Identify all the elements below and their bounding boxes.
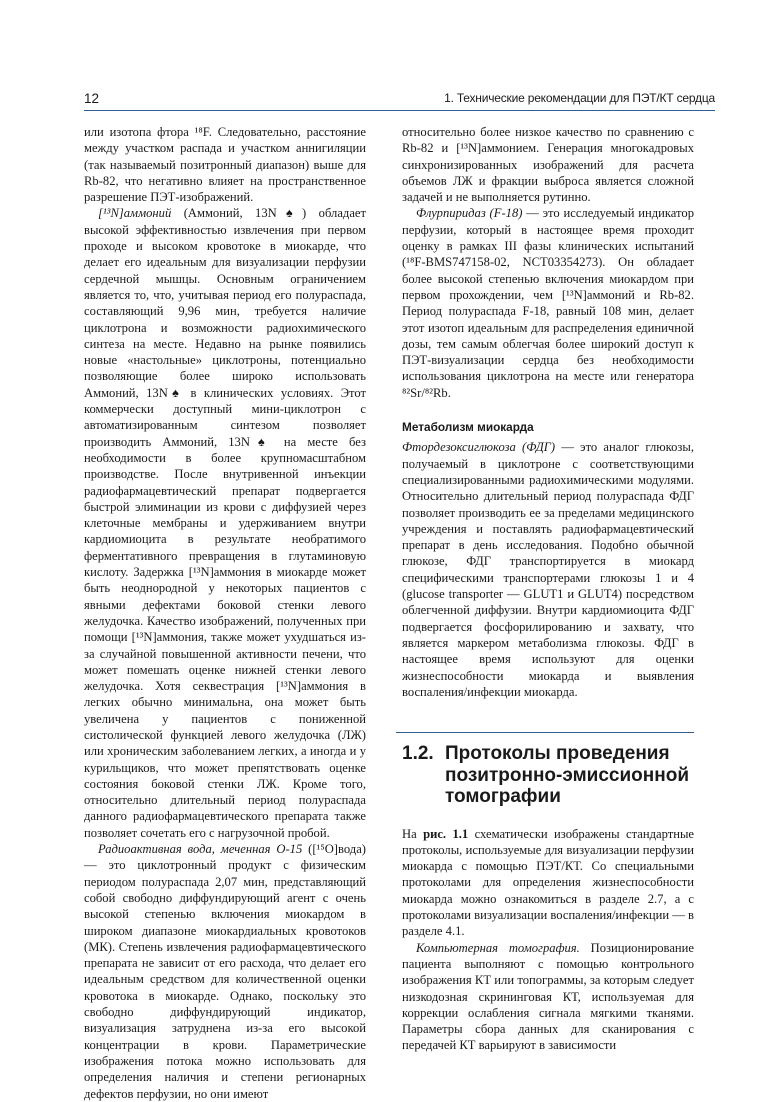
paragraph-flurpiridaz: [402, 205, 694, 401]
paragraph-text: схематически изображены стандартные протоколы, используемые для визуализации перфузии миокарда с помощью ПЭТ/КТ. Со специальными протоколами для определения жизнеспособности миокарда можно ознакомиться в разделе 2.7, а с протоколами визуализации воспаления/инфекции — в разделе 4.1.: [402, 826, 695, 939]
paragraph-ct: [402, 940, 694, 1054]
term: Фтордезоксиглюкоза (ФДГ): [402, 440, 556, 455]
term: Компьютерная томография.: [416, 940, 580, 955]
term: [¹³N]аммоний: [98, 206, 172, 221]
section-number: 1.2.: [402, 743, 434, 765]
paragraph-text: Позиционирование пациента выполняют с помощью контрольного изображения КТ или топограммы, за которым следует низкодозная скрининговая КТ, используемая для коррекции ослабления сигнала мягкими тканями. Параметры сбора данных для сканирования с передачей КТ варьируют в зависимости: [402, 940, 694, 1053]
header-rule: [84, 110, 715, 111]
page-header: [84, 88, 715, 110]
paragraph: относительно более низкое качество по сравнению с Rb-82 и [¹³N]аммонием. Генерация многокадровых синхронизированных изображений для расчета объемов ЛЖ и фракции выброса является сложной задачей и не выполняется рутинно.: [402, 125, 694, 205]
paragraph-text: — это исследуемый индикатор перфузии, который в настоящее время проходит оценку в рамках III фазы клинических испытаний (¹⁸F-BMS747158-02, NCT03354273). Он обладает более высокой степенью включения миокардом при первом прохождении, чем [¹³N]аммоний и Rb-82. Период полураспада F-18, равный 108 мин, делает этот изотоп идеальным для распределения единичной дозы, тем самым облегчая более широкий доступ к ПЭТ-визуализации сердца без необходимости использования циклотрона на месте или генератора ⁸²Sr/⁸²Rb.: [402, 206, 694, 400]
paragraph-ammonium: [84, 205, 366, 841]
paragraph-protocols: [402, 826, 694, 940]
right-column: [402, 124, 694, 1054]
paragraph-text: — это аналог глюкозы, получаемый в циклотроне с соответствующими специализированными радиохимическими модулями. Относительно длительный период полураспада ФДГ позволяет производить ее за пределами медицинского учреждения и поставлять радиофармацевтический препарат в день исследования. Подобно обычной глюкозе, ФДГ транспортируется в миокард специфическими транспортерами глюкозы 1 и 4 (glucose transporter — GLUT1 и GLUT4) посредством облегченной диффузии. Внутри кардиомиоцита ФДГ подвергается фосфорилированию и захвату, что является маркером метаболизма глюкозы. ФДГ в настоящее время используют для оценки жизнеспособности миокарда и выявления воспаления/инфекции миокарда.: [402, 440, 694, 699]
paragraph-water: [84, 841, 366, 1102]
running-title: 1. Технические рекомендации для ПЭТ/КТ сердца: [444, 91, 715, 105]
figure-reference[interactable]: рис. 1.1: [423, 826, 469, 841]
paragraph-fdg: [402, 439, 694, 700]
left-column: [84, 124, 366, 1102]
paragraph-text: (Аммоний, 13N♠) обладает высокой эффективностью извлечения при первом проходе и высоком кровотоке в миокарде, что делает его идеальным для визуализации перфузии сердечной мышцы. Основным ограничением является то, что, учитывая период его полураспада, составляющий 9,96 мин, требуется наличие циклотрона и возможности радиохимического синтеза на месте. Недавно на рынке появились новые «настольные» циклотроны, потенциально позволяющие более широко использовать Аммоний, 13N♠ в клинических условиях. Этот коммерчески доступный мини-циклотрон с автоматизированным синтезом позволяет производить Аммоний, 13N♠ на месте без необходимости в более крупномасштабном производстве. После внутривенной инъекции радиофармацевтический препарат подвергается быстрой элиминации из крови с диффузией через клеточные мембраны и удерживанием внутри кардиомиоцита в результате необратимого ферментативного превращения в глутаминовую кислоту. Задержка [¹³N]аммония в миокарде может быть неоднородной у некоторых пациентов с явными дефектами боковой стенки левого желудочка. Качество изображений, полученных при помощи [¹³N]аммония, также может ухудшаться из-за случайной повышенной активности печени, что может помешать оценке нижней стенки левого желудочка. Хотя секвестрация [¹³N]аммония в легких обычно минимальна, она может быть увеличена у пациентов с пониженной систолической функцией левого желудочка (ЛЖ) или хроническим заболеванием легких, а иногда и у курильщиков, что может препятствовать оценке состояния боковой стенки ЛЖ. Кроме того, относительно длительный период полураспада данного радиофармацевтического препарата также позволяет сочетать его с нагрузочной пробой.: [84, 206, 366, 840]
section-rule: [396, 732, 694, 733]
subheading: Метаболизм миокарда: [402, 420, 534, 435]
term: Флурпиридаз (F-18): [416, 206, 523, 221]
paragraph-text: На: [402, 826, 424, 841]
page-number: 12: [84, 91, 100, 106]
paragraph: или изотопа фтора ¹⁸F. Следовательно, расстояние между участком распада и участком аннигиляции (так называемый позитронный диапазон) выше для Rb-82, что негативно влияет на пространственное разрешение ПЭТ-изображений.: [84, 125, 366, 205]
term: Радиоактивная вода, меченная О-15: [98, 842, 303, 857]
section-title: Протоколы проведения позитронно-эмиссионной томографии: [445, 743, 689, 808]
paragraph-text: ([¹⁵O]вода) — это циклотронный продукт с физическим периодом полураспада 2,07 мин, представляющий собой свободно диффундирующий агент с очень высокой степенью включения миокардом в широком диапазоне миокардиальных кровотоков (МК). Степень извлечения радиофармацевтического препарата не зависит от его расхода, что делает его идеальным средством для количественной оценки кровотока в миокарде. Однако, поскольку это свободно диффундирующий индикатор, визуализация затруднена из-за его высокой концентрации в крови. Параметрические изображения потока можно использовать для определения наличия и степени регионарных дефектов перфузии, но они имеют: [84, 842, 366, 1101]
section-heading: [402, 743, 694, 808]
